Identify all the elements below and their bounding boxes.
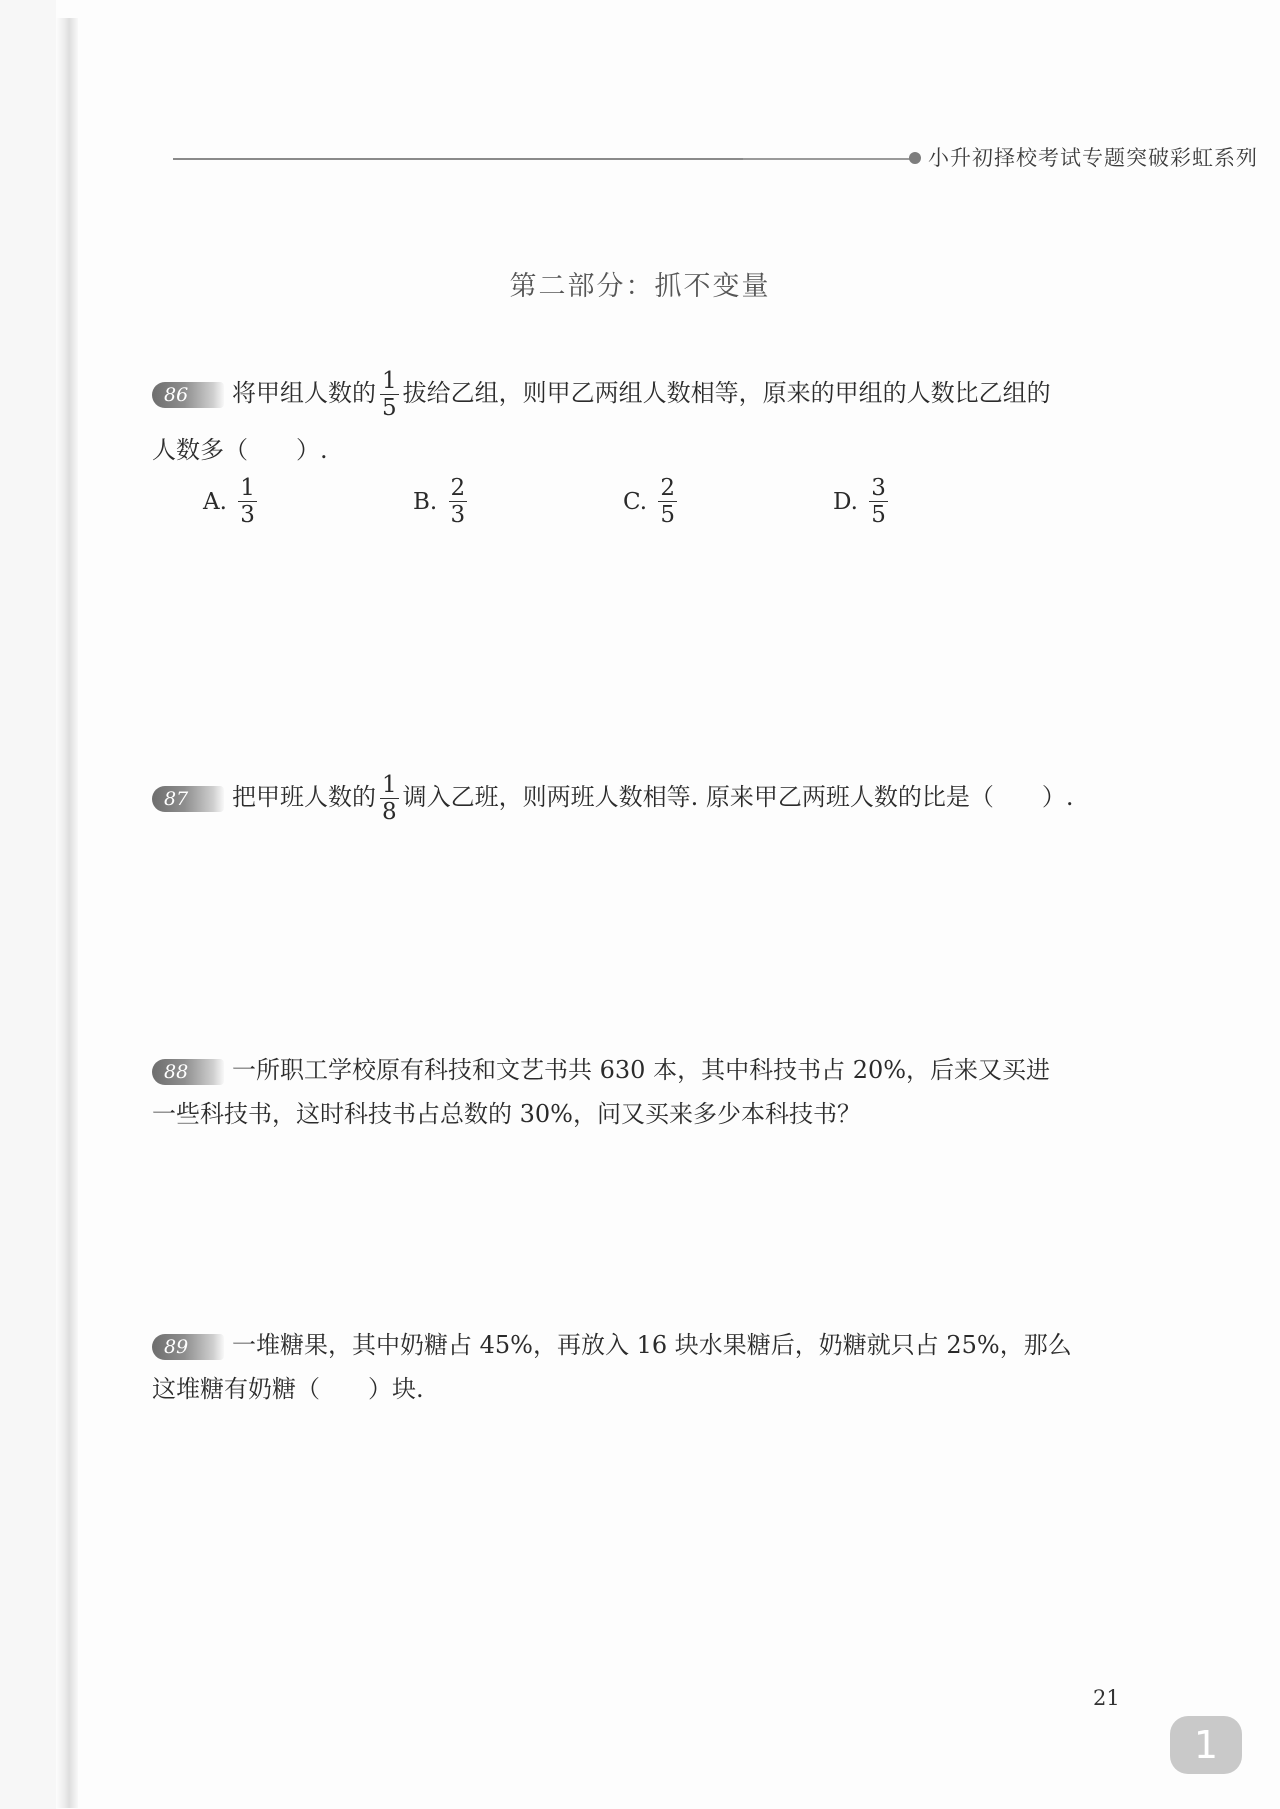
question-number-badge: 86 <box>152 382 224 408</box>
question-86-line2: 人数多（ ）. <box>152 436 328 464</box>
page-indicator-button[interactable]: 1 <box>1170 1716 1242 1774</box>
choice-label: D. <box>833 488 858 515</box>
question-number-badge: 89 <box>152 1334 224 1360</box>
question-text: 一所职工学校原有科技和文艺书共 630 本，其中科技书占 20%，后来又买进 <box>232 1056 1051 1084</box>
fraction-numerator: 2 <box>660 475 676 501</box>
fraction-numerator: 2 <box>450 475 466 501</box>
fraction-numerator: 1 <box>382 368 397 394</box>
fraction-denominator: 5 <box>660 502 676 528</box>
question-text: 一堆糖果，其中奶糖占 45%，再放入 16 块水果糖后，奶糖就只占 25%，那么 <box>232 1331 1072 1359</box>
choice-label: C. <box>623 488 648 515</box>
choice-a[interactable] <box>203 475 261 528</box>
question-89-line1 <box>152 1330 1122 1360</box>
fraction-denominator: 3 <box>450 502 466 528</box>
fraction <box>380 368 399 421</box>
question-text: 把甲班人数的 <box>232 783 376 811</box>
question-text: 调入乙班，则两班人数相等. 原来甲乙两班人数的比是（ ）. <box>402 783 1074 811</box>
choice-label: A. <box>203 488 227 515</box>
series-title: 小升初择校考试专题突破彩虹系列 <box>928 146 1258 170</box>
fraction <box>869 475 888 528</box>
answer-choices <box>203 475 1003 545</box>
question-88 <box>152 1055 1122 1129</box>
fraction <box>449 475 468 528</box>
fraction <box>658 475 677 528</box>
choice-b[interactable] <box>413 475 471 528</box>
question-89 <box>152 1330 1122 1404</box>
question-text: 将甲组人数的 <box>232 379 376 407</box>
question-87-line1 <box>152 772 1122 825</box>
question-86-line1 <box>152 368 1122 421</box>
header-rule-extension <box>743 158 913 160</box>
question-number-badge: 88 <box>152 1059 224 1085</box>
fraction-numerator: 1 <box>382 772 397 798</box>
fraction-denominator: 5 <box>871 502 886 528</box>
question-88-line2: 一些科技书，这时科技书占总数的 30%，问又买来多少本科技书？ <box>152 1100 861 1128</box>
fraction <box>380 772 399 825</box>
page-header <box>173 142 1258 172</box>
section-title: 第二部分：抓不变量 <box>509 271 771 302</box>
header-rule <box>173 158 743 160</box>
fraction-numerator: 3 <box>871 475 886 501</box>
question-86 <box>152 368 1122 465</box>
question-89-line2: 这堆糖有奶糖（ ）块. <box>152 1375 424 1403</box>
question-text: 拔给乙组，则甲乙两组人数相等，原来的甲组的人数比乙组的 <box>402 379 1051 407</box>
question-number-badge: 87 <box>152 786 224 812</box>
fraction <box>238 475 257 528</box>
choice-c[interactable] <box>623 475 681 528</box>
question-87 <box>152 772 1122 825</box>
fraction-denominator: 5 <box>382 395 397 421</box>
question-88-line1 <box>152 1055 1122 1085</box>
choice-d[interactable] <box>833 475 892 528</box>
choice-label: B. <box>413 488 438 515</box>
fraction-numerator: 1 <box>240 475 255 501</box>
header-dot-icon <box>909 152 921 164</box>
fraction-denominator: 3 <box>240 502 255 528</box>
fraction-denominator: 8 <box>382 799 397 825</box>
page-number: 21 <box>1093 1686 1120 1710</box>
